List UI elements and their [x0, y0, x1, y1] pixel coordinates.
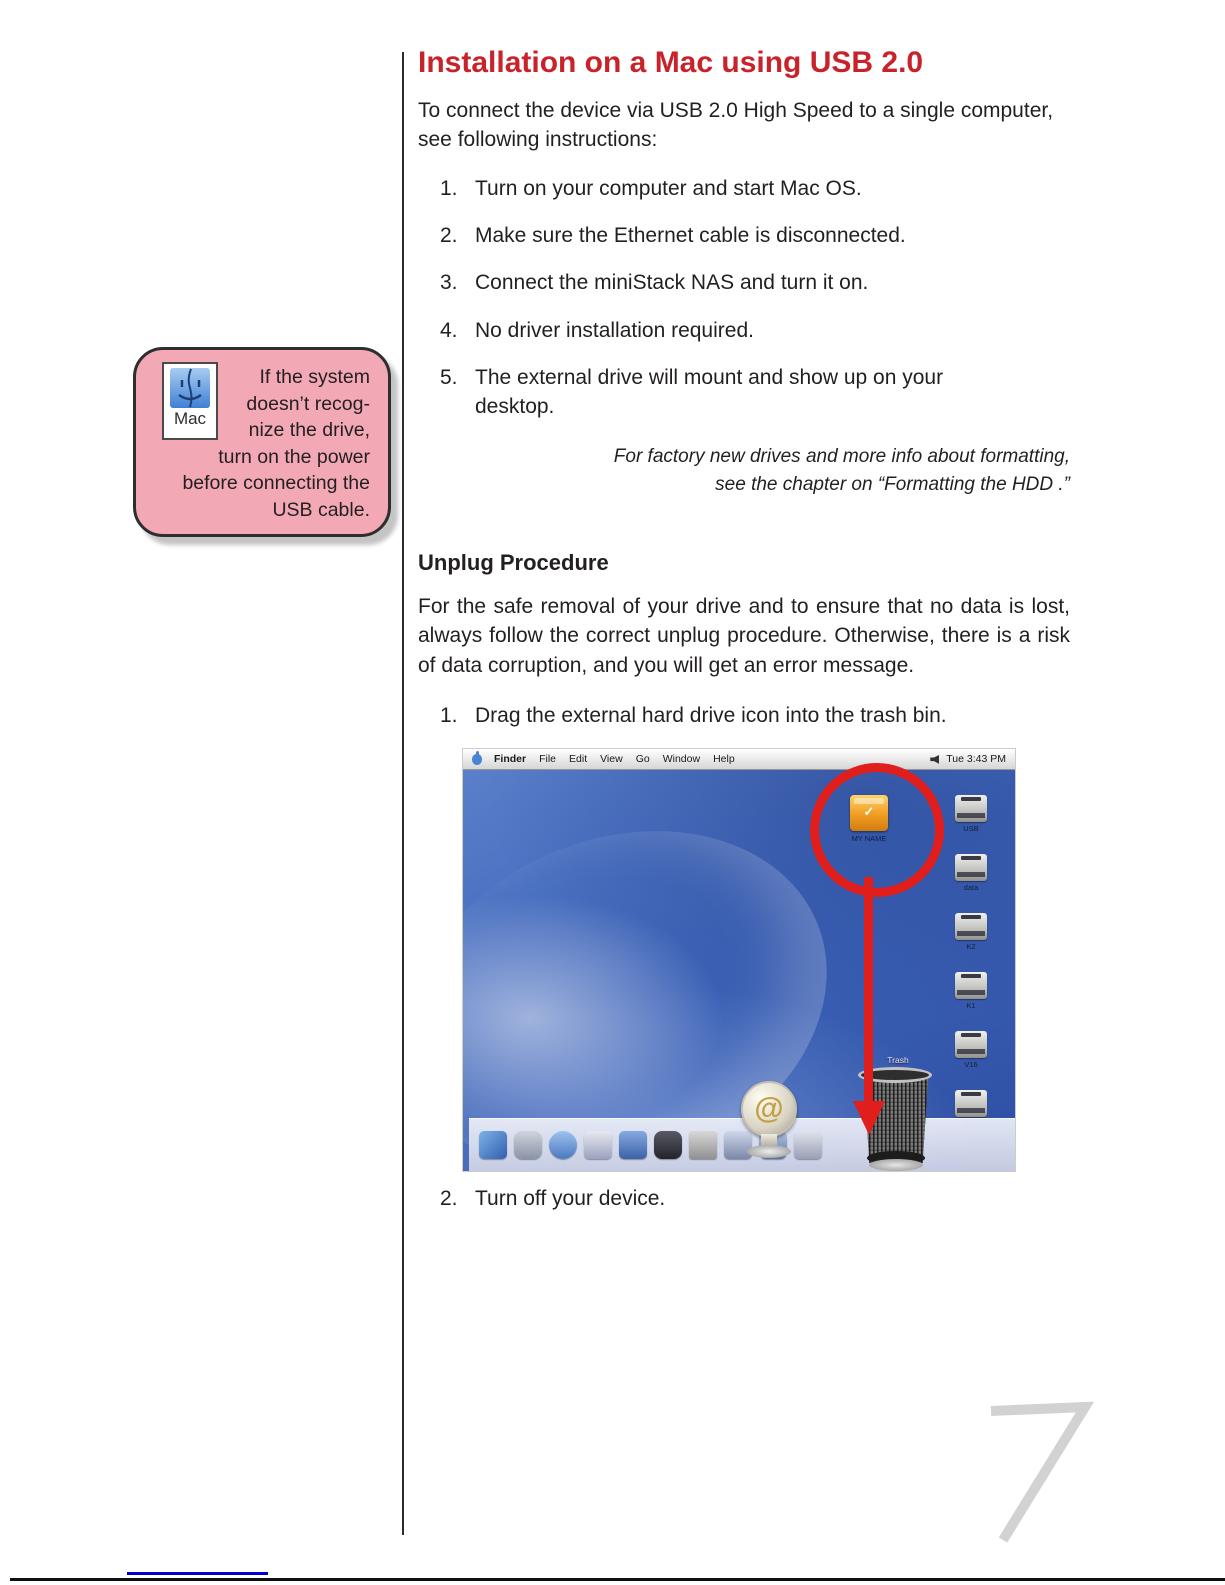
note-line: For factory new drives and more info about formatting,	[613, 445, 1070, 467]
list-text: The external drive will mount and show up on your desktop.	[475, 366, 944, 418]
desktop-screenshot	[463, 749, 1015, 1171]
list-text: Turn on your computer and start Mac OS.	[475, 176, 862, 200]
list-text: Turn off your device.	[475, 1187, 666, 1211]
list-text: Connect the miniStack NAS and turn it on.	[475, 271, 869, 295]
drive-glyph	[955, 1090, 987, 1117]
callout-line: before connecting the	[182, 472, 370, 495]
list-item	[418, 364, 1070, 421]
footer-link-rule	[127, 1572, 268, 1575]
page-title: Installation on a Mac using USB 2.0	[418, 46, 924, 79]
dock-icon	[549, 1131, 577, 1159]
annotation-arrow-shaft	[864, 877, 873, 1103]
list-text: Make sure the Ethernet cable is disconnected.	[475, 224, 906, 248]
drive-label: K1	[966, 1001, 976, 1011]
at-sign-disc	[741, 1081, 797, 1137]
intro-paragraph: To connect the device via USB 2.0 High Speed to a single computer, see following instructions:	[418, 99, 1054, 152]
side-drive	[953, 972, 989, 1010]
menu-bar	[463, 749, 1015, 770]
callout-line: nize the drive,	[248, 419, 370, 442]
dock-icon	[479, 1131, 507, 1159]
annotation-circle	[810, 763, 944, 897]
drive-glyph	[955, 913, 987, 940]
volume-icon	[930, 755, 939, 764]
callout-line: turn on the power	[218, 445, 370, 468]
mac-note-callout	[133, 347, 391, 537]
drive-glyph	[955, 795, 987, 822]
menu-item-window: Window	[662, 753, 701, 766]
callout-line: If the system	[259, 366, 370, 388]
page-bottom-rule	[10, 1578, 1225, 1581]
drive-label: USB	[963, 824, 979, 834]
finder-face-icon	[170, 368, 210, 408]
list-number: 5.	[440, 366, 458, 390]
drive-glyph	[955, 1031, 987, 1058]
external-drive-label: MY NAME	[851, 834, 887, 844]
side-drive	[953, 854, 989, 892]
list-item	[418, 222, 1070, 250]
list-item	[418, 702, 1070, 730]
callout-line: USB cable.	[272, 498, 370, 521]
annotation-arrow-head	[853, 1101, 885, 1135]
mac-finder-icon	[162, 362, 218, 440]
callout-line: doesn’t recog-	[246, 392, 370, 415]
list-item	[418, 269, 1070, 297]
page-number-glyph	[975, 1398, 1105, 1548]
dock-icon	[619, 1131, 647, 1159]
formatting-note	[418, 443, 1070, 500]
list-text: No driver installation required.	[475, 318, 754, 342]
list-number: 2.	[440, 224, 458, 248]
unplug-paragraph: For the safe removal of your drive and to ensure that no data is lost, always follow the correct unplug procedure. Otherwise, there is a risk of data corruption, and you will get an error message.	[418, 594, 1070, 677]
dock-icon	[514, 1131, 542, 1159]
side-drive	[953, 1031, 989, 1069]
list-item	[418, 317, 1070, 345]
content-column	[418, 46, 1070, 1233]
drive-glyph	[955, 854, 987, 881]
list-item	[418, 1185, 1070, 1213]
list-item	[418, 175, 1070, 203]
list-number: 4.	[440, 318, 458, 342]
menu-clock: Tue 3:43 PM	[946, 753, 1006, 766]
menu-item-view: View	[600, 753, 623, 766]
install-steps-list	[418, 175, 1070, 421]
drive-glyph	[955, 972, 987, 999]
drive-label: data	[963, 883, 979, 893]
at-sign-glyph: @	[754, 1092, 784, 1126]
unplug-heading: Unplug Procedure	[418, 549, 609, 575]
menu-item-edit: Edit	[569, 753, 588, 766]
menu-item-file: File	[539, 753, 557, 766]
at-sign-base	[747, 1145, 791, 1158]
list-number: 3.	[440, 271, 458, 295]
apple-menu-icon	[472, 754, 482, 765]
menu-item-finder: Finder	[494, 753, 527, 766]
trash-label: Trash	[887, 1055, 909, 1066]
drive-label: V16	[964, 1060, 978, 1070]
menu-item-go: Go	[635, 753, 650, 766]
list-number: 1.	[440, 704, 458, 728]
list-number: 2.	[440, 1187, 458, 1211]
column-divider-rule	[402, 52, 404, 1535]
side-drive	[953, 795, 989, 833]
mac-icon-label: Mac	[173, 409, 207, 428]
dock-icon	[654, 1131, 682, 1159]
side-drive	[953, 913, 989, 951]
at-sign-sculpture	[739, 1081, 799, 1158]
drive-label: K2	[966, 942, 976, 952]
page-number	[975, 1398, 1105, 1548]
note-line: see the chapter on “Formatting the HDD .”	[715, 474, 1070, 496]
dock-icon	[689, 1131, 717, 1159]
list-text: Drag the external hard drive icon into the trash bin.	[475, 704, 947, 728]
dock-icon	[584, 1131, 612, 1159]
menu-item-help: Help	[713, 753, 735, 766]
list-number: 1.	[440, 176, 458, 200]
